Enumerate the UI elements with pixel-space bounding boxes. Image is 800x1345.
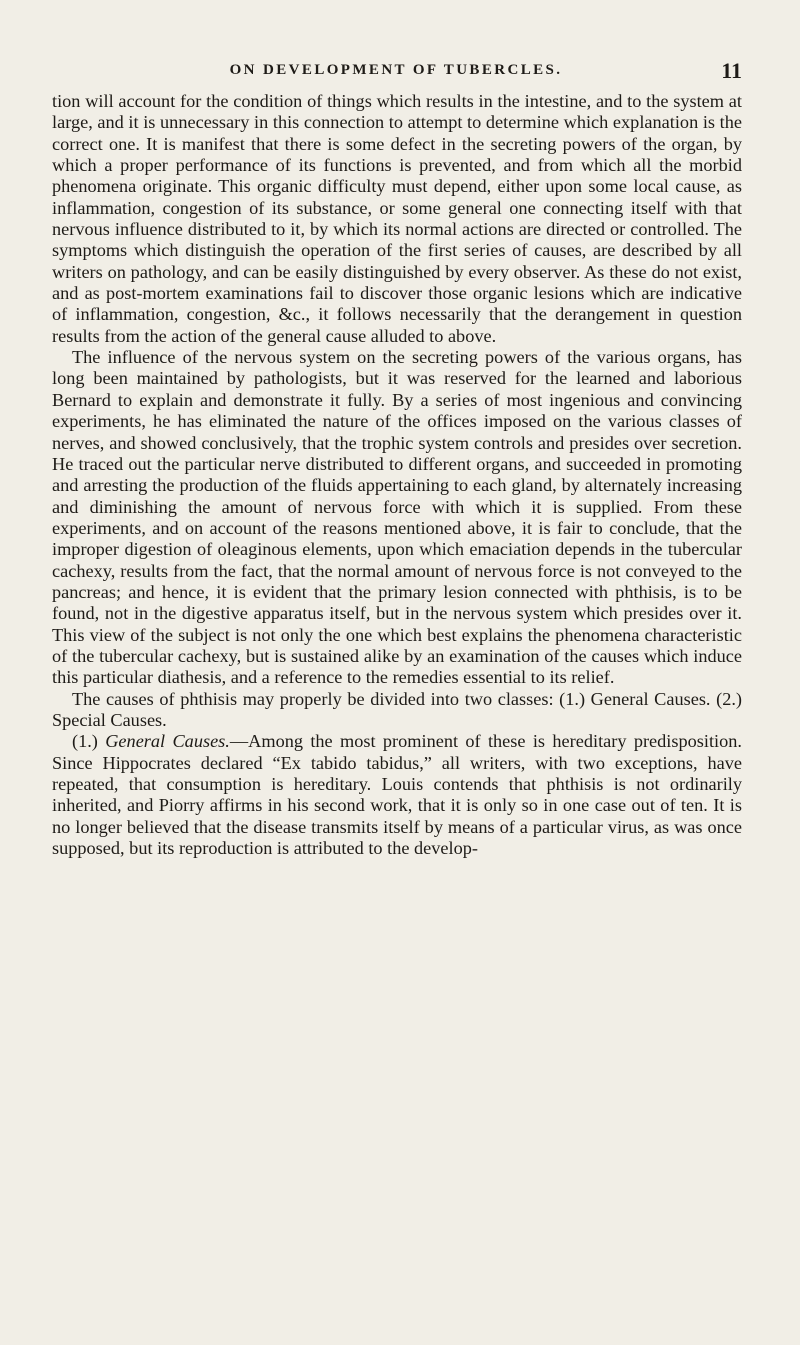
running-title: ON DEVELOPMENT OF TUBERCLES. xyxy=(229,62,563,78)
paragraph-4 xyxy=(52,731,742,859)
paragraph-4-text: —Among the most prominent of these is hereditary predisposition. Since Hippocrates declared “Ex tabido tabidus,” all writers, with two exceptions, have repeated, that consumption is hereditary. Louis contends that phthisis is not ordinarily inherited, and Piorry affirms in his second work, that it is only so in one case out of ten. It is no longer believed that the disease transmits itself by means of a particular virus, as was once supposed, but its reproduction is attributed to the develop- xyxy=(52,731,742,859)
running-head xyxy=(52,58,740,86)
body-text xyxy=(52,91,742,859)
paragraph-1: tion will account for the condition of things which results in the intestine, and to the system at large, and it is unnecessary in this connection to attempt to determine which explanation is the correct one. It is manifest that there is some defect in the secreting powers of the organ, by which a proper performance of its functions is prevented, and from which all the morbid phenomena originate. This organic difficulty must depend, either upon some local cause, as inflammation, congestion of its substance, or some general one connecting itself with that nervous influence distributed to it, by which its normal actions are directed or controlled. The symptoms which distinguish the operation of the first series of causes, are described by all writers on pathology, and can be easily distinguished by every observer. As these do not exist, and as post-mortem examinations fail to discover those organic lesions which are indicative of inflammation, congestion, &c., it follows necessarily that the derangement in question results from the action of the general cause alluded to above. xyxy=(52,91,742,346)
section-heading: General Causes. xyxy=(105,731,230,752)
page-number: 11 xyxy=(721,58,742,83)
section-label: (1.) xyxy=(72,731,98,752)
paragraph-2: The influence of the nervous system on the secreting powers of the various organs, has long been maintained by pathologists, but it was reserved for the learned and laborious Bernard to explain and demonstrate it fully. By a series of most ingenious and convincing experiments, he has eliminated the nature of the offices imposed on the various classes of nerves, and showed conclusively, that the trophic system controls and presides over secretion. He traced out the particular nerve distributed to different organs, and succeeded in promoting and arresting the production of the fluids appertaining to each gland, by alternately increasing and diminishing the amount of nervous force with which it is supplied. From these experiments, and on account of the reasons mentioned above, it is fair to conclude, that the improper digestion of oleaginous elements, upon which emaciation depends in the tubercular cachexy, results from the fact, that the normal amount of nervous force is not conveyed to the pancreas; and hence, it is evident that the primary lesion connected with phthisis, is to be found, not in the digestive apparatus itself, but in the nervous system which presides over it. This view of the subject is not only the one which best explains the phenomena characteristic of the tubercular cachexy, but is sustained alike by an examination of the causes which induce this particular diathesis, and a reference to the remedies essential to its relief. xyxy=(52,347,742,688)
paragraph-3: The causes of phthisis may properly be divided into two classes: (1.) General Causes. (2.) Special Causes. xyxy=(52,688,742,730)
